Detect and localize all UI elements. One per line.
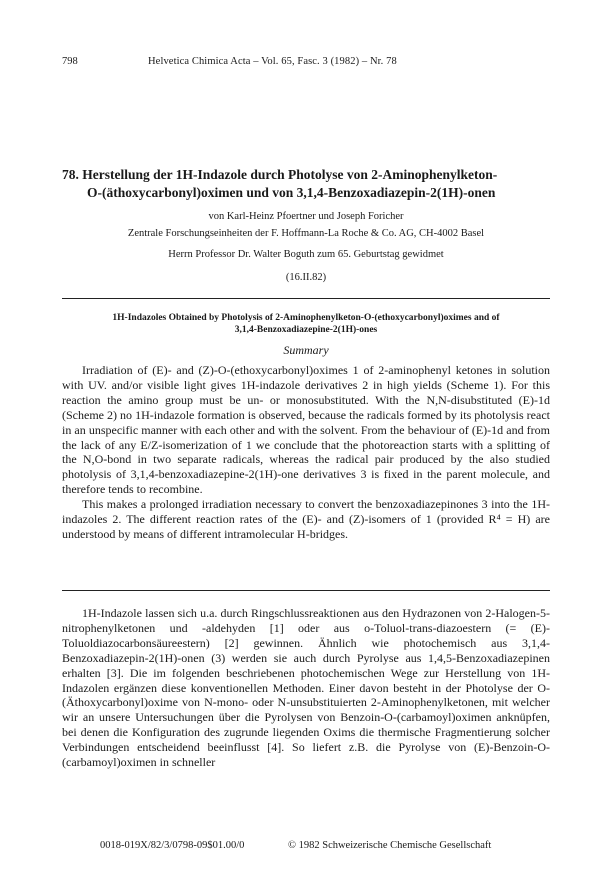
issn-code: 0018-019X/82/3/0798-09$01.00/0 — [100, 840, 245, 851]
affiliation: Zentrale Forschungseinheiten der F. Hoffmann-La Roche & Co. AG, CH-4002 Basel — [127, 228, 485, 239]
abstract-title — [72, 312, 540, 336]
abstract-title-line-2: 3,1,4-Benzoxadiazepine-2(1H)-ones — [234, 325, 378, 335]
article-title-line-1: 78. Herstellung der 1H-Indazole durch Photolyse von 2-Aminophenylketon- — [62, 167, 498, 182]
received-date: (16.II.82) — [285, 272, 327, 283]
summary-heading: Summary — [283, 343, 329, 357]
abstract-title-line-1: 1H-Indazoles Obtained by Photolysis of 2-Aminophenylketon-O-(ethoxycarbonyl)oximes and of — [112, 313, 500, 323]
authors: von Karl-Heinz Pfoertner und Joseph Foricher — [208, 211, 404, 222]
body-paragraph: 1H-Indazole lassen sich u.a. durch Ringschlussreaktionen aus den Hydrazonen von 2-Halogen-5-nitrophenylketonen und -aldehyden [1] oder aus o-Toluol-trans-diazoestern (= (E)-Toluoldiazocarbonsäureestern) [2] gewinnen. Ähnlich wie photochemisch aus 3,1,4-Benzoxadiazepin-2(1H)-onen (3) werden sie auch durch Pyrolyse aus 1,4,5-Benzoxadiazepinen erhalten [3]. Die im folgenden beschriebenen photochemischen Wege zur Herstellung von 1H-Indazolen ergänzen diese konventionellen Methoden. Einer davon besteht in der Photolyse der O-(Äthoxycarbonyl)oxime von N-mono- oder N-unsubstituierten 2-Aminophenylketonen, mit welcher wir an unsere Untersuchungen über die Pyrolysen von Benzoin-O-(carbamoyl)oximen anknüpfen, bei denen die Konfiguration des zugrunde liegenden Oxims die thermische Fragmentierung solcher Verbindungen entscheidend beeinflusst [4]. So liefert z.B. die Pyrolyse von (E)-Benzoin-O-(carbamoyl)oximen in schneller — [62, 606, 550, 770]
copyright-notice: © 1982 Schweizerische Chemische Gesellschaft — [288, 840, 492, 851]
main-text — [62, 606, 550, 770]
abstract-body — [62, 363, 550, 542]
page-number: 798 — [62, 56, 78, 67]
abstract-paragraph-1: Irradiation of (E)- and (Z)-O-(ethoxycarbonyl)oximes 1 of 2-aminophenyl ketones in solution with UV. and/or visible light gives 1H-indazole derivatives 2 in high yields (Scheme 1). For this reaction the amino group must be un- or monosubstituted. With the N,N-disubstituted (E)-1d (Scheme 2) no 1H-indazole formation is observed, because the radicals formed by its photolysis react in an unspecific manner with each other and with the solvent. From the behaviour of (E)-1d and from the lack of any E/Z-isomerization of 1 we conclude that the photoreaction starts with a splitting of the N,O-bond in two separate radicals, whereas the radical pair produced by the also studied photolysis of 3,1,4-benzoxadiazepine-2(1H)-one derivatives 3 is fixed in the parent molecule, and therefore tends to recombine. — [62, 363, 550, 497]
abstract-paragraph-2: This makes a prolonged irradiation necessary to convert the benzoxadiazepinones 3 into the 1H-indazoles 2. The different reaction rates of the (E)- and (Z)-isomers of 1 (provided R⁴ = H) are understood by means of different intramolecular H-bridges. — [62, 497, 550, 541]
abstract-top-rule — [62, 298, 550, 299]
article-title-line-2: O-(äthoxycarbonyl)oximen und von 3,1,4-Benzoxadiazepin-2(1H)-onen — [87, 185, 496, 200]
abstract-bottom-rule — [62, 590, 550, 591]
article-title — [62, 166, 550, 202]
dedication: Herrn Professor Dr. Walter Boguth zum 65. Geburtstag gewidmet — [168, 249, 444, 260]
journal-reference: Helvetica Chimica Acta – Vol. 65, Fasc. 3 (1982) – Nr. 78 — [148, 56, 397, 67]
